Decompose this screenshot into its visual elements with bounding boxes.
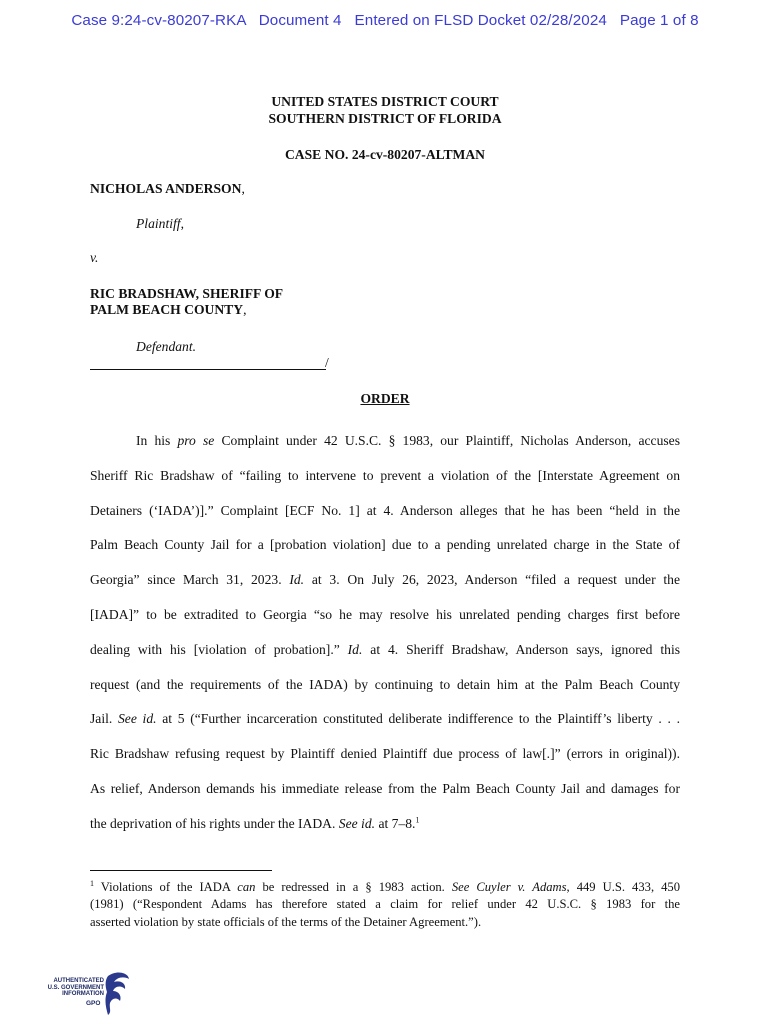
body-line: Jail. See id. at 5 (“Further incarceration constituted deliberate indifference to the Plaintiff’s liberty . . .	[90, 711, 680, 727]
plaintiff-name: NICHOLAS ANDERSON,	[90, 181, 245, 196]
body-line: In his pro se Complaint under 42 U.S.C. § 1983, our Plaintiff, Nicholas Anderson, accuses	[136, 433, 680, 448]
footnote-line: $^1$ Violations of the IADA can be redressed in a § 1983 action. See Cuyler v. Adams, 449 U.S. 433, 450	[90, 878, 680, 894]
plaintiff-role: Plaintiff,	[136, 216, 184, 231]
defendant-role: Defendant.	[136, 339, 197, 354]
footnote-ref[interactable]: 1	[415, 815, 420, 825]
body-line: request (and the requirements of the IADA) by continuing to detain him at the Palm Beach County	[90, 676, 680, 692]
body-line: [IADA]” to be extradited to Georgia “so he may resolve his unrelated pending charges first before	[90, 606, 680, 622]
body-line: dealing with his [violation of probation].” Id. at 4. Sheriff Bradshaw, Anderson says, ignored this	[90, 641, 681, 657]
caption-rule	[90, 369, 326, 370]
seal-gpo: GPO	[86, 1000, 101, 1007]
court-name: UNITED STATES DISTRICT COURT	[271, 94, 499, 109]
order-body	[90, 424, 680, 842]
footnote	[90, 879, 680, 931]
body-line: Georgia” since March 31, 2023. Id. at 3. On July 26, 2023, Anderson “filed a request under the	[90, 572, 680, 588]
gpo-authentication-seal	[44, 970, 132, 1018]
footnote-rule	[90, 870, 272, 871]
body-line: Sheriff Ric Bradshaw of “failing to intervene to prevent a violation of the [Interstate Agreement on	[90, 467, 680, 483]
body-line: As relief, Anderson demands his immediate release from the Palm Beach County Jail and damages for	[90, 780, 680, 796]
defendant-name-line2: PALM BEACH COUNTY,	[90, 302, 247, 317]
seal-text: AUTHENTICATED U.S. GOVERNMENT INFORMATION	[47, 978, 104, 998]
versus: v.	[90, 250, 99, 265]
footnote-line: asserted violation by state officials of the terms of the Detainer Agreement.”).	[90, 914, 482, 929]
eagle-icon	[102, 970, 132, 1016]
body-line: Detainers (‘IADA’)].” Complaint [ECF No. 1] at 4. Anderson alleges that he has been “held in the	[90, 502, 680, 518]
caption-slash: /	[325, 355, 329, 370]
body-line: Palm Beach County Jail for a [probation violation] due to a pending unrelated charge in the State of	[90, 537, 680, 553]
case-number: CASE NO. 24-cv-80207-ALTMAN	[284, 147, 485, 162]
footnote-line: (1981) (“Respondent Adams has therefore stated a claim for relief under 42 U.S.C. § 1983 for the	[90, 897, 680, 912]
court-district: SOUTHERN DISTRICT OF FLORIDA	[268, 111, 502, 126]
defendant-name-line1: RIC BRADSHAW, SHERIFF OF	[90, 286, 284, 301]
body-line: Ric Bradshaw refusing request by Plaintiff denied Plaintiff due process of law[.]” (errors in original)).	[90, 746, 680, 762]
docket-stamp: Case 9:24-cv-80207-RKA Document 4 Entered on FLSD Docket 02/28/2024 Page 1 of 8	[71, 12, 699, 29]
body-line: the deprivation of his rights under the IADA. See id. at 7–8.$^1$	[90, 815, 420, 831]
order-title: ORDER	[360, 391, 410, 406]
